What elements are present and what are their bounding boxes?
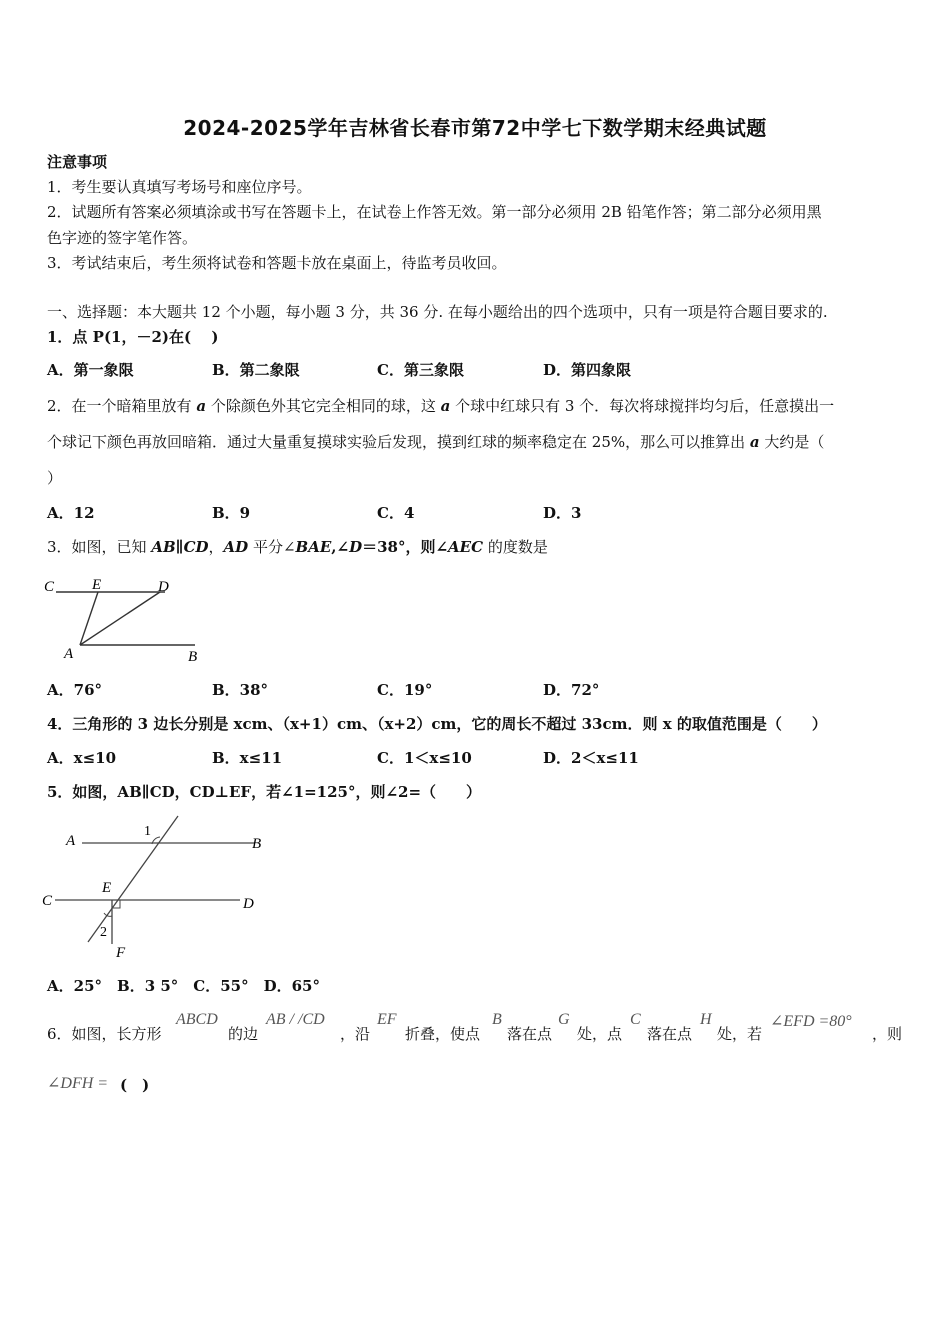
q6-text-1: 的边 (228, 1025, 259, 1043)
q6-math-abcd: ABCD (176, 1011, 218, 1028)
q1-option-d: D．第四象限 (543, 361, 632, 379)
q4-option-a: A．x≤10 (47, 749, 117, 767)
notice-item-2: 2．试题所有答案必须填涂或书写在答题卡上，在试卷上作答无效。第一部分必须用 2B 铅笔作答；第二部分必须用黑 (47, 203, 822, 221)
q5-label-b: B (252, 836, 262, 852)
q5-label-2: 2 (100, 925, 107, 940)
q2-stem-line2: 个球记下颜色再放回暗箱．通过大量重复摸球实验后发现，摸到红球的频率稳定在 25%，那么可以推算出 a 大约是（ (47, 433, 825, 451)
q6-text-2: ，沿 (340, 1025, 371, 1043)
q2-stem-line3: ） (47, 469, 63, 487)
q2-option-b: B．9 (212, 504, 251, 522)
q3-option-b: B．38° (212, 681, 269, 699)
q2-option-d: D．3 (543, 504, 582, 522)
q4-option-d: D．2＜x≤11 (543, 749, 639, 767)
q5-label-c: C (42, 893, 53, 909)
q6-text-6: 落在点 (647, 1025, 693, 1043)
notice-item-1: 1．考生要认真填写考场号和座位序号。 (47, 178, 312, 196)
q5-stem: 5．如图，AB∥CD，CD⊥EF，若∠1=125°，则∠2=（ ） (47, 783, 482, 801)
q3-stem: 3．如图，已知 AB∥CD，AD 平分∠BAE,∠D＝38°，则∠AEC 的度数是 (47, 538, 548, 556)
q3-label-a: A (64, 646, 74, 662)
q5-figure (40, 812, 270, 964)
q3-option-c: C．19° (377, 681, 433, 699)
notice-item-2-cont: 色字迹的签字笔作答。 (47, 229, 198, 247)
page-title: 2024-2025学年吉林省长春市第72中学七下数学期末经典试题 (183, 116, 767, 140)
q6-math-h: H (700, 1011, 712, 1028)
q6-math-ab-cd: AB / /CD (266, 1011, 325, 1028)
notice-item-3: 3．考试结束后，考生须将试卷和答题卡放在桌面上，待监考员收回。 (47, 254, 507, 272)
q6-text-3: 折叠，使点 (405, 1025, 481, 1043)
notice-heading: 注意事项 (47, 153, 108, 171)
q3-label-e: E (92, 577, 102, 593)
q6-text-7: 处，若 (717, 1025, 763, 1043)
q1-stem: 1．点 P(1，－2)在( ) (47, 328, 219, 346)
q6-math-g: G (558, 1011, 570, 1028)
q3-option-a: A．76° (47, 681, 103, 699)
q3-label-c: C (44, 579, 55, 595)
section-heading: 一、选择题：本大题共 12 个小题，每小题 3 分，共 36 分. 在每小题给出的四个选项中，只有一项是符合题目要求的. (47, 303, 828, 321)
q5-label-e: E (102, 880, 112, 896)
q2-option-a: A．12 (47, 504, 95, 522)
q3-figure (40, 570, 220, 670)
q6-text-8: ，则 (872, 1025, 903, 1043)
q3-label-d: D (158, 579, 169, 595)
q6-math-angle-dfh: ∠DFH = (47, 1075, 109, 1092)
q6-text-4: 落在点 (507, 1025, 553, 1043)
q6-answer-blank: ( ) (120, 1076, 150, 1094)
q4-stem: 4．三角形的 3 边长分别是 xcm、（x+1）cm、（x+2）cm，它的周长不超过 33cm．则 x 的取值范围是（ ） (47, 715, 827, 733)
q1-option-c: C．第三象限 (377, 361, 464, 379)
q4-option-b: B．x≤11 (212, 749, 283, 767)
q6-math-ef: EF (377, 1011, 397, 1028)
q5-options: A．25° B．3 5° C．55° D．65° (47, 977, 320, 995)
q5-label-d: D (243, 896, 254, 912)
q1-option-b: B．第二象限 (212, 361, 300, 379)
q6-text-5: 处，点 (577, 1025, 623, 1043)
q3-option-d: D．72° (543, 681, 600, 699)
q6-math-b: B (492, 1011, 502, 1028)
q6-math-c: C (630, 1011, 641, 1028)
q5-label-a: A (66, 833, 76, 849)
q4-option-c: C．1＜x≤10 (377, 749, 472, 767)
q5-label-1: 1 (144, 824, 151, 839)
q5-label-f: F (116, 945, 126, 961)
q2-option-c: C．4 (377, 504, 415, 522)
q2-stem-line1: 2．在一个暗箱里放有 a 个除颜色外其它完全相同的球，这 a 个球中红球只有 3 个．每次将球搅拌均匀后，任意摸出一 (47, 397, 835, 415)
q1-option-a: A．第一象限 (47, 361, 134, 379)
q3-label-b: B (188, 649, 198, 665)
q6-math-angle-efd: ∠EFD =80° (770, 1013, 852, 1030)
q6-prefix: 6．如图，长方形 (47, 1025, 162, 1043)
